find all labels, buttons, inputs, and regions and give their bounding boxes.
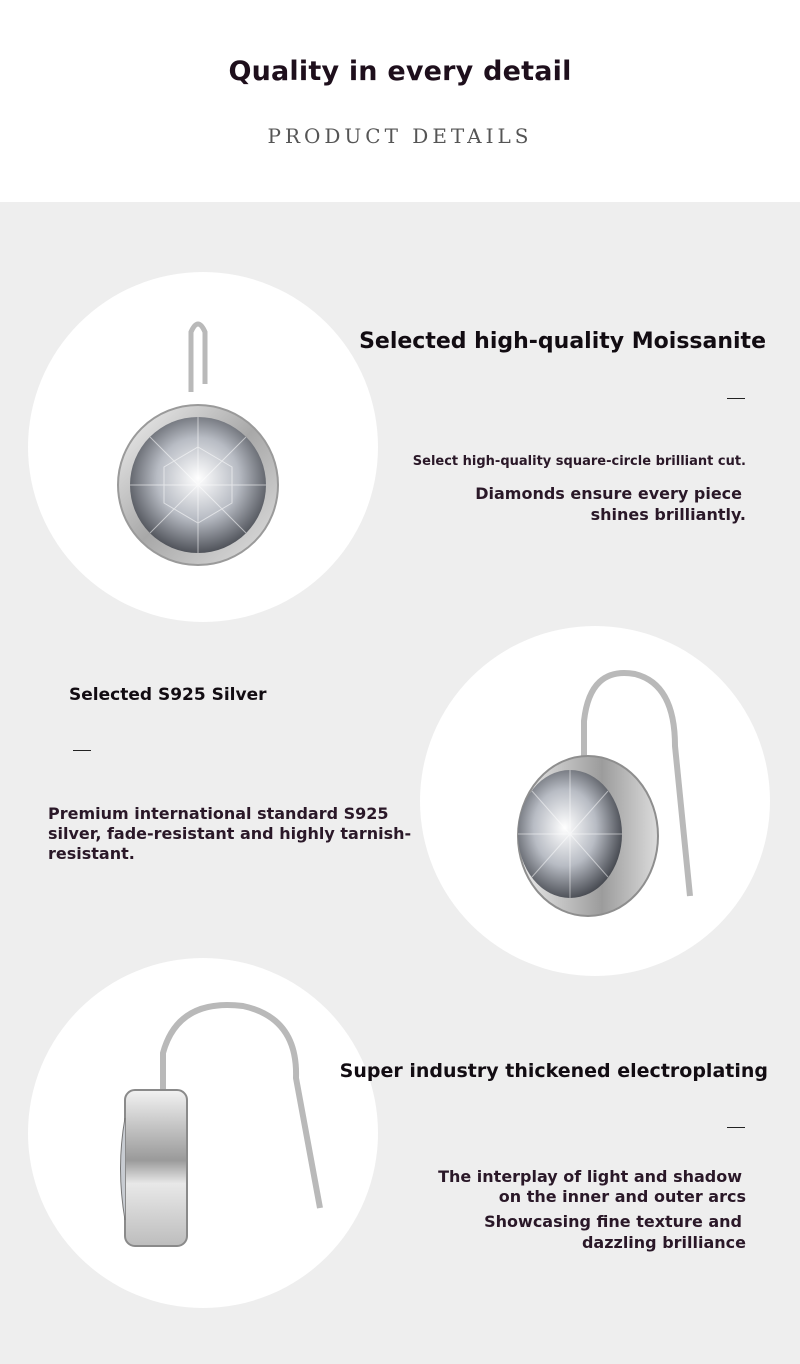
section-2-line-1: Premium international standard S925 [48, 804, 389, 823]
section-2-divider [73, 750, 91, 751]
section-1-line-1: Select high-quality square-circle brilliant cut. [412, 454, 746, 469]
page-headline: Quality in every detail [228, 56, 572, 87]
section-1-divider [727, 398, 745, 399]
earring-angle-image [420, 626, 770, 976]
section-3-divider [727, 1127, 745, 1128]
section-1-line-2: Diamonds ensure every piece [475, 484, 742, 503]
section-2-title: Selected S925 Silver [69, 685, 267, 705]
section-2-line-2: silver, fade-resistant and highly tarnish- [48, 824, 412, 843]
section-3-line-4: dazzling brilliance [581, 1233, 746, 1252]
earring-side-image [28, 958, 378, 1308]
section-1-line-3: shines brilliantly. [590, 505, 746, 524]
section-1-title: Selected high-quality Moissanite [359, 329, 766, 354]
section-3-line-3: Showcasing fine texture and [484, 1212, 742, 1231]
page-subhead: PRODUCT DETAILS [267, 124, 533, 148]
header-band [0, 0, 800, 202]
section-3-line-2: on the inner and outer arcs [498, 1187, 746, 1206]
section-3-title: Super industry thickened electroplating [339, 1060, 768, 1082]
section-2-line-3: resistant. [48, 844, 135, 863]
earring-front-image [28, 272, 378, 622]
section-3-line-1: The interplay of light and shadow [438, 1167, 742, 1186]
